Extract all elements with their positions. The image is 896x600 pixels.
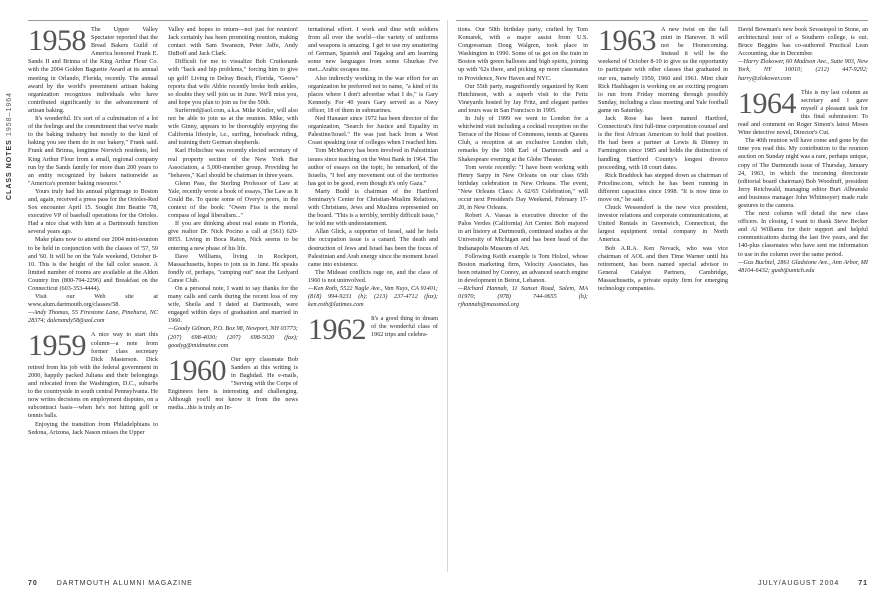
secretary-signature: —Harry Zlokower, 60 Madison Ave., Suite 903, New York, NY 10010; (212) 447-9292; harry@zlokower.com (738, 58, 868, 82)
paragraph: ternational effort. I work and dine with soldiers from all over the world—the variety of uniforms and weapons is amazing. I get to use my smattering of German, Spanish and Tagalog and am learning some new languages from some Ghurkas I've met...Arabic escapes me. (308, 26, 438, 74)
paragraph: Enjoying the transition from Philadelphians to Sedona, Arizona, Jack Nason misses the Upper (28, 420, 158, 436)
right-page-footer (758, 580, 868, 594)
class-note-entry (598, 26, 728, 115)
paragraph: If you are thinking about real estate in Florida, give realtor Dr. Nick Pocino a call at (561) 620-8955. Living in Boca Raton, Nick seems to be entering a new phase of his life. (168, 220, 298, 252)
entry-text: Our spry classmate Bob Sanders at this writing is in Baghdad. He e-mails, "Serving with the Corps of Engineers here is interesting and challenging. Although you'll not know it from the news media...this is truly an In- (168, 355, 298, 412)
paragraph: Visit our Web site at www.alum.dartmouth.org/classes/58. (28, 293, 158, 309)
class-note-entry (738, 86, 868, 138)
paragraph: Ned Hanauer since 1972 has been director of the organization, "Search for Justice and Equality in Palestine/Israel." He was just back from a West Coast speaking tour of colleges when I reached him. (308, 115, 438, 147)
class-notes-side-tab (6, 40, 20, 200)
paragraph: Surferrnd@aol.com, a.k.a. Mike Kistler, will also not be able to join us at the reunion. Mike, with wife Ginny, appears to be thoroughly enjoying the California lifestyle, i.e., surfing, horseback riding, and training their German shepherds. (168, 106, 298, 147)
class-note-entry (28, 26, 158, 115)
paragraph: Chuck Wessendorf is the new vice president, investor relations and corporate communications, at United Rentals in Greenwich, Connecticut, the largest equipment rental company in North America. (598, 204, 728, 244)
paragraph: tions. Our 50th birthday party, crafted by Tom Komarek, with a major assist from U.S. Congressman Doug Walgren, took place in Washington in 1990. Some of us got on the train in Boston with green balloons and high spirits, joining up with '62s there, and picking up more classmates in Providence, New Haven and NYC. (458, 26, 588, 82)
class-note-entry (308, 313, 438, 347)
left-page-column-3 (308, 26, 438, 574)
secretary-signature: —Ken Roth, 5522 Nagle Ave., Van Nuys, CA 91401; (818) 994-9231 (h); (213) 237-4712 (fax); ken.roth@latimes.com (308, 285, 438, 309)
paragraph: Tom McMurrey has been involved in Palestinian issues since teaching on the West Bank in 1964. The author of essays on the topic, he remarked, of the Israelis, "I feel any movement out of the territories has got to be good, even though it's only Gaza." (308, 147, 438, 187)
right-page-top-rule (456, 20, 868, 21)
magazine-title: DARTMOUTH ALUMNI MAGAZINE (56, 580, 193, 587)
left-page-number: 70 (28, 580, 38, 587)
class-year-heading: 1959 (28, 329, 86, 363)
secretary-signature: —Gus Buchtel, 2861 Gladstone Ave., Ann Arbor, MI 48104-6432; gusb@umich.edu (738, 258, 868, 274)
paragraph: In July of 1999 we went to London for a whirlwind visit including a cocktail reception on the Terrace of the House of Commons, tennis at Queens Club, a reception at an exclusive London club, remarks by the 10th Earl of Dartmouth and a Shakespeare evening at the Globe Theater. (458, 115, 588, 163)
left-page-footer (28, 580, 193, 594)
entry-text: A nice way to start this column—a note from former class secretary Dick Masterson. Dick retired from his job with the federal government in 2000, happily packed Juliana and their belongings and relocated from the Washington, D.C., suburbs to the countryside in south central Pennsylvania. He now writes decisions on employment disputes, on a subcontract basis—when he's not hitting golf or tennis balls. (28, 331, 158, 420)
paragraph: It's wonderful. It's sort of a culmination of a lot of the feelings and the commitment that we've made to the baking industry but mostly to the kind of baking you see them do in our bakery," Frank said. Frank and Brinna, longtime Norwich residents, led King Arthur Flour from a small, regional company run by the Sands family for more than 200 years to an entity recognized by bakers nationwide as "America's premier baking resource." (28, 115, 158, 187)
secretary-signature: —Goody Gilman, P.O. Box 98, Newport, NH 03773; (207) 698-4030; (207) 698-5020 (fax); goodyg@midmaine.com (168, 325, 298, 349)
paragraph: The 40th reunion will have come and gone by the time you read this. My contribution to the reunion auction on Sunday night was a rare, perhaps unique, copy of The Dartmouth issue of Thursday, January 24, 1963, in which the incoming directorate (editorial board chairman) Bob Woodruff, president Jerry Reichwald, managing editor Burt Albranski and business manager John Whitmoyer) made rude gestures to the camera. (738, 137, 868, 209)
left-page-column-2 (168, 26, 298, 574)
secretary-signature: —Andy Thomas, 55 Firestone Lane, Pinehurst, NC 28374; dalenandy58@aol.com (28, 309, 158, 325)
left-page-top-rule (28, 20, 440, 21)
entry-text: A new twist on the fall mini in Hanover. It will not be Homecoming. Instead it will be the weekend of October 8-10 to give us the opportunity to participate with other classes that graduated in our era, namely 1959, 1960 and 1961. Mini chair Rick Hashhagen is working on an exciting program to run from Friday morning through possibly Sunday, including a class meeting and Yale football game on Saturday. (598, 26, 728, 114)
page-gutter (447, 20, 448, 572)
paragraph: Robert A. Vassas is executive director of the Palos Verdes (California) Art Center. Bob majored in art history at Dartmouth, continued studies at the University of Michigan and has been head of the Indianapolis Museum of Art. (458, 212, 588, 252)
left-page-column-1 (28, 26, 158, 574)
class-note-entry (168, 353, 298, 413)
paragraph: On a personal note, I want to say thanks for the many calls and cards during the recent loss of my wife, Sheila and I dated at Dartmouth, were engaged within days of graduation and married in 1960. (168, 285, 298, 325)
right-page-column-2 (598, 26, 728, 574)
right-page-column-3 (738, 26, 868, 574)
side-tab-years: 1958–1964 (6, 92, 13, 137)
paragraph: Bob A.R.A. Ken Novack, who was vice chairman of AOL and then Time Warner until his retirement, has been named special advisor to General Catalyst Partners, Cambridge, Massachusetts, a private equity firm for emerging technology companies. (598, 244, 728, 292)
class-year-heading: 1963 (598, 26, 656, 57)
paragraph: David Bowman's new book Sevastopol in Stone, an architectural tour of a Southern college, is out. Bruce Beggins has co-authored Practical Lean Accounting, due in December. (738, 26, 868, 58)
paragraph: Difficult for me to visualize Bob Cruiksnank with "back and hip problems," forcing him to give up golf! Living in Delray Beach, Florida, "Geeos" reports that wife Abbie recently broke both ankles, so doubts they will join us in June. We'll miss you, and hope you plan to join us for the 50th. (168, 58, 298, 106)
paragraph: Jack Rose has been named Hartford, Connecticut's first full-time corporation counsel and is the first African American to hold that position. He had been a partner at Lewis & Dinney in Farmington since 1985 and holds the distinction of handling Hartford County's longest divorce proceeding, with 18 court dates. (598, 115, 728, 171)
entry-text: This is my last column as secretary and I gave myself a pleasant task for this final submission: To read and comment on Roger Simon's latest Moses Wine detective novel, Director's Cut. (738, 88, 868, 137)
paragraph: Marty Budd is chairman of the Hartford Seminary's Center for Christian-Muslim Relations, with Christians, Jews and Muslims represented on the board. "This is a terribly, terribly difficult issue," he told me with understatement. (308, 187, 438, 228)
paragraph: The Mideast conflicts rage on, and the class of 1960 is not uninvolved. (308, 268, 438, 284)
side-tab-title: CLASS NOTES (6, 139, 13, 200)
paragraph: Make plans now to attend our 2004 mini-reunion to be held in conjunction with the classes of '57, 59 and '60. It will be on the Yale weekend, October 8-10. This is the height of the fall color season. A limited number of rooms are available at the Alden Country Inn (800-794-2296) and Breakfast on the Connecticut (603-353-4444). (28, 236, 158, 292)
paragraph: Following Keith example is Tom Holzel, whose Boston marketing firm, Velocity Associates, has been retained by Conrey, an advanced search engine in development in Beirut, Lebanon. (458, 252, 588, 284)
paragraph: Our 55th party, magnificently organized by Kent Hutchinson, with a superb visit to the Feitz Vineyards hosted by Jay Fritz, and elegant parties and tours was in San Francisco in 1995. (458, 82, 588, 114)
entry-text: It's a good thing to dream of the wonderful class of 1962 trips and celebra- (371, 315, 438, 339)
paragraph: Allan Glick, a supporter of Israel, said he feels the occupation issue is a canard. The death and destruction of Jews and Israel has been the focus of Palestinian and Arab energy since the moment Israel came into existence. (308, 228, 438, 268)
class-note-entry (28, 331, 158, 420)
class-year-heading: 1960 (168, 353, 226, 387)
issue-date: JULY/AUGUST 2004 (758, 580, 840, 587)
paragraph: Yours truly had his annual pilgrimage to Boston and, again, received a press pass for the Orioles-Red Sox encounter April 15. Sought Jim Beattie '78, executive VP of baseball operations for the Orioles. Had a nice chat with him at a Dartmouth function several years ago. (28, 187, 158, 236)
right-page-column-1 (458, 26, 588, 574)
paragraph: Tom wrote recently: "I have been working with Henry Sarpy in New Orleans on our class 65th birthday celebration in New Orleans. The event, "New Orleans Class: A 62/65 Celebration," will occur next President's Day Weekend, February 17-20, in New Orleans. (458, 163, 588, 212)
entry-text: The Upper Valley Spectator reported that the Bread Bakers Guild of America honored Frank E. Sands II and Brinna of the King Arthur Flour Co. with the 2004 Golden Baguette Award at its annual meeting in Orlando, Florida, recently. The annual award by the world's preeminent artisan baking organization recognizes individuals who have contributed significantly to the advancement of artisan baking. (28, 26, 158, 114)
paragraph: The next column will detail the new class officers. In closing, I want to thank Steve Becker and Al Williams for their support and helpful communications during the last five years, and the 140-plus classmates who have sent me information to use in the column over the same period. (738, 210, 868, 258)
secretary-signature: —Richard Hannah, 11 Sunset Road, Salem, MA 01970; (978) 744-0655 (h); rjhannah@massmed.org (458, 285, 588, 309)
paragraph: Also indirectly working in the war effort for an organization he preferred not to name, "a kind of its places where I don't advertise what I do," is Gary Kennedy. For 40 years Gary served as a Navy officer, 18 of them in submarines. (308, 74, 438, 114)
class-year-heading: 1962 (308, 313, 366, 347)
class-year-heading: 1958 (28, 26, 86, 57)
paragraph: Valley and hopes to return—not just for reunion! Jack certainly has been promoting reunion, making contact with Sam Swanson, Peter Jaffe, Andy DuBoff and Jack Clark. (168, 26, 298, 58)
paragraph: Karl Holtschue was recently elected secretary of real property section of the New York Bar Association, a 5,000-member group. Providing he "behaves," Karl should be chairman in three years. (168, 147, 298, 179)
right-page-number: 71 (858, 580, 868, 587)
paragraph: Dave Williams, living in Rockport, Massachusetts, hopes to join us in June. He speaks fondly of, perhaps, "camping out" near the Ledyard Canoe Club. (168, 252, 298, 284)
paragraph: Rick Braddock has stepped down as chairman of Priceline.com, which he has been running in different capacities since 1998. "It is now time to move on," he said. (598, 171, 728, 203)
class-year-heading: 1964 (738, 86, 796, 120)
paragraph: Glenn Pass, the Sterling Professor of Law at Yale, recently wrote a book of essays, The Law as It Could Be. To quote some of Overy's peers, in the context of the book: "Owen Fiss is the moral compass of legal liberalism..." (168, 179, 298, 220)
